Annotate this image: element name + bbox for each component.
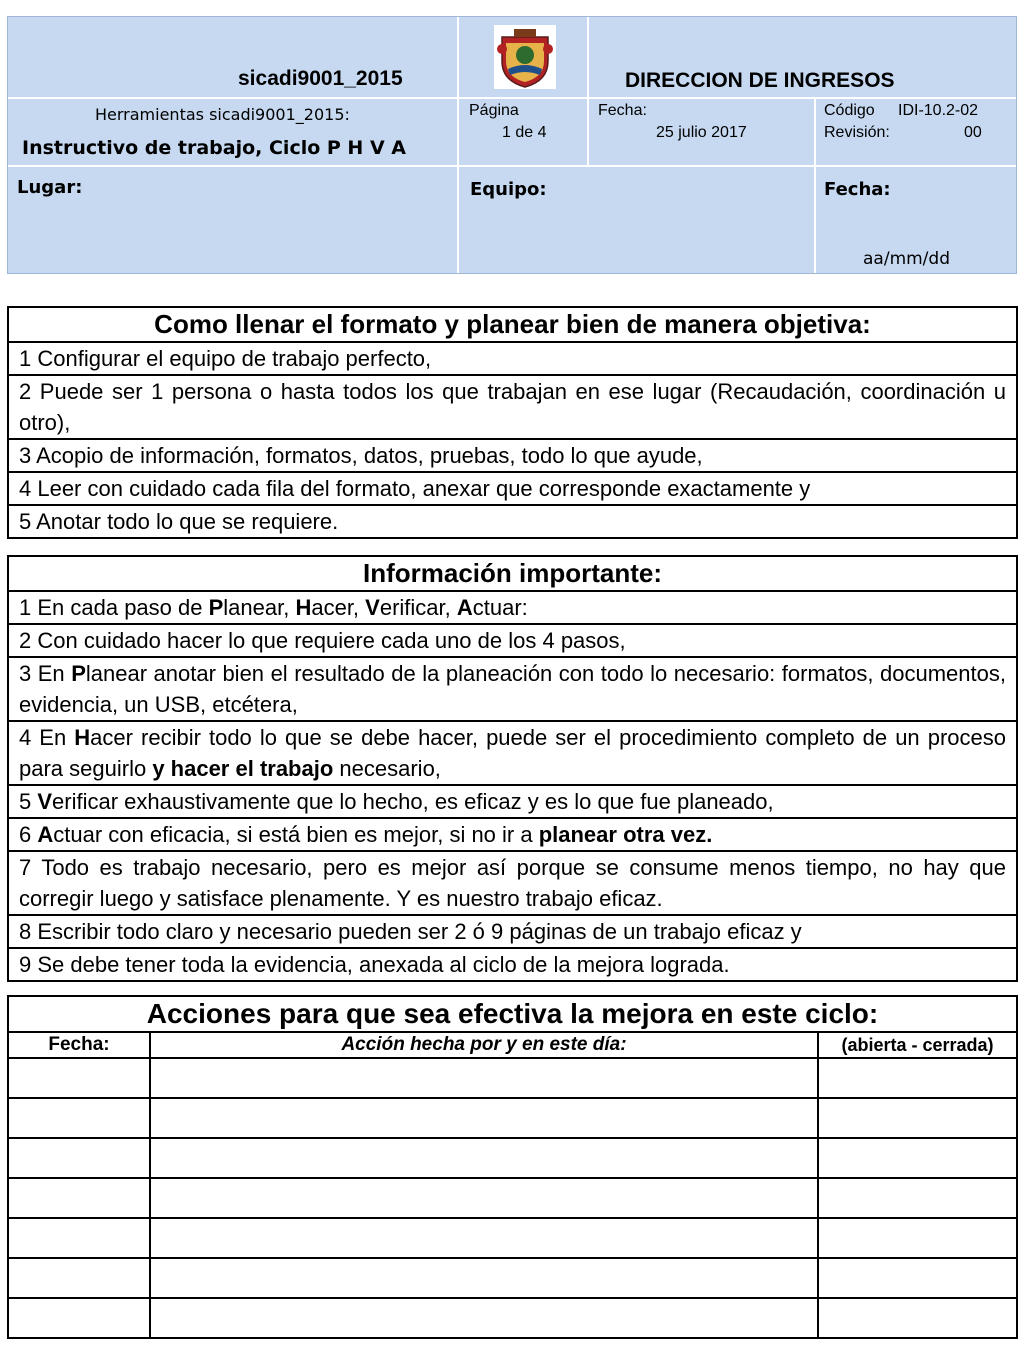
code-value: IDI-10.2-02 bbox=[898, 102, 979, 119]
code-label: Código bbox=[824, 102, 875, 119]
status-cell[interactable] bbox=[818, 1138, 1017, 1178]
table-row bbox=[8, 1098, 1017, 1138]
system-name: sicadi9001_2015 bbox=[238, 67, 403, 90]
date-cell[interactable] bbox=[8, 1298, 150, 1338]
action-cell[interactable] bbox=[150, 1298, 818, 1338]
page-label: Página bbox=[469, 102, 519, 119]
list-item: 7 Todo es trabajo necesario, pero es mejor así porque se consume menos tiempo, no hay que corregir luego y satisface plenamente. Y es nuestro trabajo eficaz. bbox=[9, 852, 1016, 916]
date-value: 25 julio 2017 bbox=[656, 124, 747, 141]
status-cell[interactable] bbox=[818, 1218, 1017, 1258]
table-row bbox=[8, 1258, 1017, 1298]
list-item: 5 Verificar exhaustivamente que lo hecho, es eficaz y es lo que fue planeado, bbox=[9, 786, 1016, 819]
action-cell[interactable] bbox=[150, 1058, 818, 1098]
status-cell[interactable] bbox=[818, 1298, 1017, 1338]
action-cell[interactable] bbox=[150, 1138, 818, 1178]
action-cell[interactable] bbox=[150, 1178, 818, 1218]
date-cell[interactable] bbox=[8, 1218, 150, 1258]
important-info-section bbox=[7, 555, 1018, 982]
status-cell[interactable] bbox=[818, 1178, 1017, 1218]
header-divider bbox=[8, 165, 1016, 167]
instructions-title: Como llenar el formato y planear bien de manera objetiva: bbox=[9, 308, 1016, 343]
action-cell[interactable] bbox=[150, 1218, 818, 1258]
header-divider bbox=[814, 97, 816, 273]
fecha-label: Fecha: bbox=[824, 179, 891, 200]
list-item: 3 Acopio de información, formatos, datos, pruebas, todo lo que ayude, bbox=[9, 440, 1016, 473]
date-cell[interactable] bbox=[8, 1058, 150, 1098]
list-item: 2 Puede ser 1 persona o hasta todos los que trabajan en ese lugar (Recaudación, coordinación u otro), bbox=[9, 376, 1016, 440]
date-label: Fecha: bbox=[598, 102, 647, 119]
date-format: aa/mm/dd bbox=[863, 249, 950, 269]
list-item: 1 Configurar el equipo de trabajo perfecto, bbox=[9, 343, 1016, 376]
doc-title: Instructivo de trabajo, Ciclo P H V A bbox=[22, 137, 406, 159]
revision-value: 00 bbox=[964, 124, 982, 141]
table-row bbox=[8, 1138, 1017, 1178]
date-cell[interactable] bbox=[8, 1258, 150, 1298]
table-row bbox=[8, 1058, 1017, 1098]
status-cell[interactable] bbox=[818, 1058, 1017, 1098]
list-item: 3 En Planear anotar bien el resultado de la planeación con todo lo necesario: formatos, documentos, evidencia, un USB, etcétera, bbox=[9, 658, 1016, 722]
column-header-date: Fecha: bbox=[8, 1032, 150, 1058]
team-label: Equipo: bbox=[470, 179, 547, 200]
coat-of-arms-logo bbox=[494, 25, 556, 89]
list-item: 9 Se debe tener toda la evidencia, anexada al ciclo de la mejora lograda. bbox=[19, 952, 730, 977]
department-name: DIRECCION DE INGRESOS bbox=[625, 69, 895, 92]
list-item: 2 Con cuidado hacer lo que requiere cada uno de los 4 pasos, bbox=[9, 625, 1016, 658]
action-cell[interactable] bbox=[150, 1098, 818, 1138]
tools-label: Herramientas sicadi9001_2015: bbox=[95, 105, 350, 124]
status-cell[interactable] bbox=[818, 1258, 1017, 1298]
list-item: 4 En Hacer recibir todo lo que se debe hacer, puede ser el procedimiento completo de un proceso para seguirlo y hacer el trabajo necesario, bbox=[9, 722, 1016, 786]
table-row bbox=[8, 1298, 1017, 1338]
date-cell[interactable] bbox=[8, 1178, 150, 1218]
date-cell[interactable] bbox=[8, 1138, 150, 1178]
place-label: Lugar: bbox=[17, 177, 83, 198]
list-item: 8 Escribir todo claro y necesario pueden ser 2 ó 9 páginas de un trabajo eficaz y bbox=[9, 916, 1016, 949]
list-item: 1 En cada paso de Planear, Hacer, Verificar, Actuar: bbox=[9, 592, 1016, 625]
list-item: 5 Anotar todo lo que se requiere. bbox=[19, 509, 339, 534]
page-value: 1 de 4 bbox=[502, 124, 547, 141]
header-divider bbox=[8, 97, 1016, 99]
revision-label: Revisión: bbox=[824, 124, 890, 141]
table-row bbox=[8, 1218, 1017, 1258]
important-info-title: Información importante: bbox=[9, 557, 1016, 592]
list-item: 4 Leer con cuidado cada fila del formato, anexar que corresponde exactamente y bbox=[9, 473, 1016, 506]
actions-table bbox=[7, 995, 1018, 1339]
column-header-action: Acción hecha por y en este día: bbox=[150, 1032, 818, 1058]
instructions-section bbox=[7, 306, 1018, 539]
list-item: 6 Actuar con eficacia, si está bien es mejor, si no ir a planear otra vez. bbox=[9, 819, 1016, 852]
column-header-status: (abierta - cerrada) bbox=[818, 1032, 1017, 1058]
action-cell[interactable] bbox=[150, 1258, 818, 1298]
table-row bbox=[8, 1178, 1017, 1218]
header-divider bbox=[457, 17, 459, 273]
header-divider bbox=[587, 17, 589, 167]
actions-title: Acciones para que sea efectiva la mejora en este ciclo: bbox=[8, 996, 1017, 1032]
status-cell[interactable] bbox=[818, 1098, 1017, 1138]
date-cell[interactable] bbox=[8, 1098, 150, 1138]
